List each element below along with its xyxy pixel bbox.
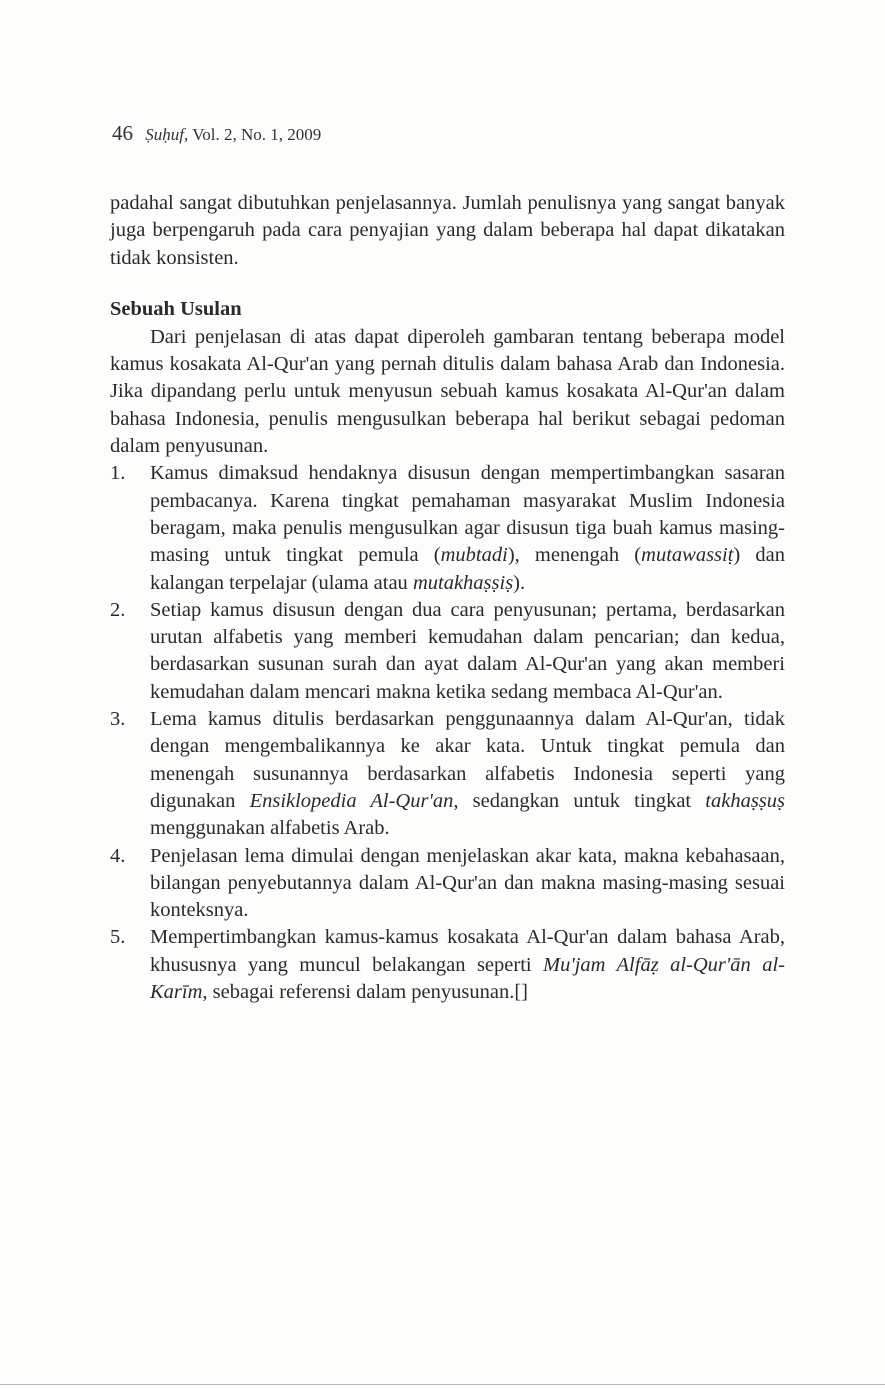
list-item-number: 1.	[110, 462, 126, 485]
running-head	[112, 121, 321, 146]
scan-edge-line	[0, 1384, 885, 1385]
list-item-number: 4.	[110, 844, 126, 867]
list-item	[110, 924, 785, 1006]
volume-info: Vol. 2, No. 1, 2009	[192, 125, 322, 144]
title-ensiklopedia: Ensiklopedia Al-Qur'an	[249, 789, 454, 812]
body-text	[110, 190, 785, 1006]
list-item-number: 5.	[110, 926, 126, 949]
list-item	[110, 460, 785, 596]
intro-paragraph: padahal sangat dibutuhkan penjelasannya. Jumlah penulisnya yang sangat banyak juga berpengaruh pada cara penyajian yang dalam beberapa hal dapat dikatakan tidak konsisten.	[110, 192, 785, 269]
list-item-number: 2.	[110, 598, 126, 621]
list-item	[110, 843, 785, 925]
section-paragraph: Dari penjelasan di atas dapat diperoleh gambaran tentang beberapa model kamus kosakata Al-Qur'an yang pernah ditulis dalam bahasa Arab dan Indonesia. Jika dipandang perlu untuk menyusun sebuah kamus kosakata Al-Qur'an dalam bahasa Indonesia, penulis mengusulkan beberapa hal berikut sebagai pedoman dalam penyusunan.	[110, 325, 785, 458]
term-mutawassit: mutawassiṭ	[641, 544, 734, 567]
list-item-text: Penjelasan lema dimulai dengan menjelaskan akar kata, makna kebahasaan, bilangan penyebutannya dalam Al-Qur'an dan makna masing-masing sesuai konteksnya.	[150, 844, 785, 922]
term-mubtadi: mubtadi	[440, 544, 508, 567]
list-item-text: , sedangkan untuk tingkat	[453, 789, 706, 812]
term-takhassus: takhaṣṣuṣ	[705, 789, 786, 812]
proposal-list	[110, 460, 785, 1006]
list-item	[110, 706, 785, 842]
list-item-text: Lema kamus ditulis berdasarkan penggunaannya dalam Al-Qur'an, tidak dengan mengembalikannya ke akar kata. Untuk tingkat pemula dan menengah susunannya berdasarkan alfabetis Indonesia seperti yang digunakan	[150, 708, 785, 812]
list-item-text: Setiap kamus disusun dengan dua cara penyusunan; pertama, berdasarkan urutan alfabetis yang memberi kemudahan dalam pencarian; dan kedua, berdasarkan susunan surah dan ayat dalam Al-Qur'an yang akan memberi kemudahan dalam mencari makna ketika sedang membaca Al-Qur'an.	[150, 598, 785, 703]
list-item-text: ), menengah (	[507, 544, 642, 567]
term-mutakhassis: mutakhaṣṣiṣ	[412, 571, 514, 594]
page-number: 46	[112, 121, 133, 145]
journal-name: Ṣuḥuf,	[145, 125, 189, 144]
list-item-text: menggunakan alfabetis Arab.	[150, 817, 390, 840]
list-item-text: Mempertimbangkan kamus-kamus kosakata Al-Qur'an dalam bahasa Arab, khususnya yang muncul belakangan seperti	[150, 926, 785, 976]
list-item-text: Kamus dimaksud hendaknya disusun dengan mempertimbangkan sasaran pembacanya. Karena tingkat pemahaman masyarakat Muslim Indonesia beragam, maka penulis mengusulkan agar disusun tiga buah kamus masing-masing untuk tingkat pemula (	[150, 462, 785, 567]
list-item-number: 3.	[110, 708, 126, 731]
section-heading: Sebuah Usulan	[110, 297, 242, 320]
list-item-text: ).	[513, 571, 526, 594]
list-item	[110, 597, 785, 706]
title-mujam: Mu'jam Alfāẓ al-Qur'ān al-Karīm	[150, 953, 785, 1004]
list-item-text: ) dan kalangan terpelajar (ulama atau	[150, 544, 785, 594]
list-item-text: , sebagai referensi dalam penyusunan.[]	[202, 981, 528, 1004]
